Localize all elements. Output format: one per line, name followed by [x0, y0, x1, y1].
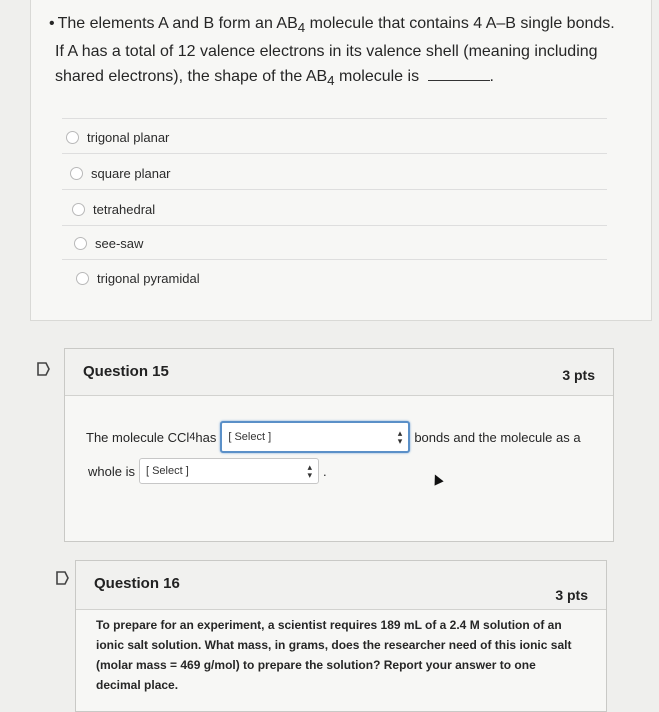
radio-button[interactable] [72, 203, 85, 216]
radio-button[interactable] [76, 272, 89, 285]
question-header [65, 349, 613, 396]
answer-option[interactable]: see-saw [74, 236, 143, 251]
question-15-line2: whole is [ Select ] ▴ ▾ . [88, 458, 327, 484]
answer-option[interactable]: trigonal planar [66, 130, 169, 145]
divider [62, 118, 607, 119]
question-16-text: To prepare for an experiment, a scientist requires 189 mL of a 2.4 M solution of an ionic salt solution. What mass, in grams, does the researcher need of this ionic salt (molar mass = 469 g/mol) to prepare the solution? Report your answer to one decimal place. [96, 618, 572, 692]
bullet: • [49, 15, 55, 32]
question-points: 3 pts [555, 587, 588, 603]
question-14-text: • The elements A and B form an $AB_4$ molecule that contains 4 A–B single bonds. If A has a total of 12 valence electrons in its valence shell (meaning including shared electrons), the shape of the $AB_4$ molecule is . [49, 15, 615, 89]
radio-button[interactable] [70, 167, 83, 180]
bond-type-select[interactable]: [ Select ] ▴ ▾ [220, 421, 410, 453]
select-arrows-icon: ▴ ▾ [397, 428, 403, 446]
answer-option[interactable]: tetrahedral [72, 202, 155, 217]
answer-option[interactable]: trigonal pyramidal [76, 271, 200, 286]
select-arrows-icon: ▴ ▾ [307, 462, 312, 480]
divider [62, 225, 607, 226]
divider [62, 153, 607, 154]
question-title: Question 15 [83, 363, 169, 380]
radio-button[interactable] [66, 131, 79, 144]
polarity-select[interactable]: [ Select ] ▴ ▾ [139, 458, 319, 484]
answer-option[interactable]: square planar [70, 166, 171, 181]
question-15-line1: The molecule CCl 4 has [ Select ] ▴ ▾ bonds and the molecule as a [86, 420, 581, 454]
answer-blank [428, 64, 490, 81]
question-header [76, 561, 606, 610]
divider [62, 259, 607, 260]
question-title: Question 16 [94, 575, 180, 592]
radio-button[interactable] [74, 237, 87, 250]
flag-icon[interactable] [36, 362, 50, 379]
flag-icon[interactable] [55, 571, 69, 588]
question-points: 3 pts [562, 367, 595, 383]
divider [62, 189, 607, 190]
